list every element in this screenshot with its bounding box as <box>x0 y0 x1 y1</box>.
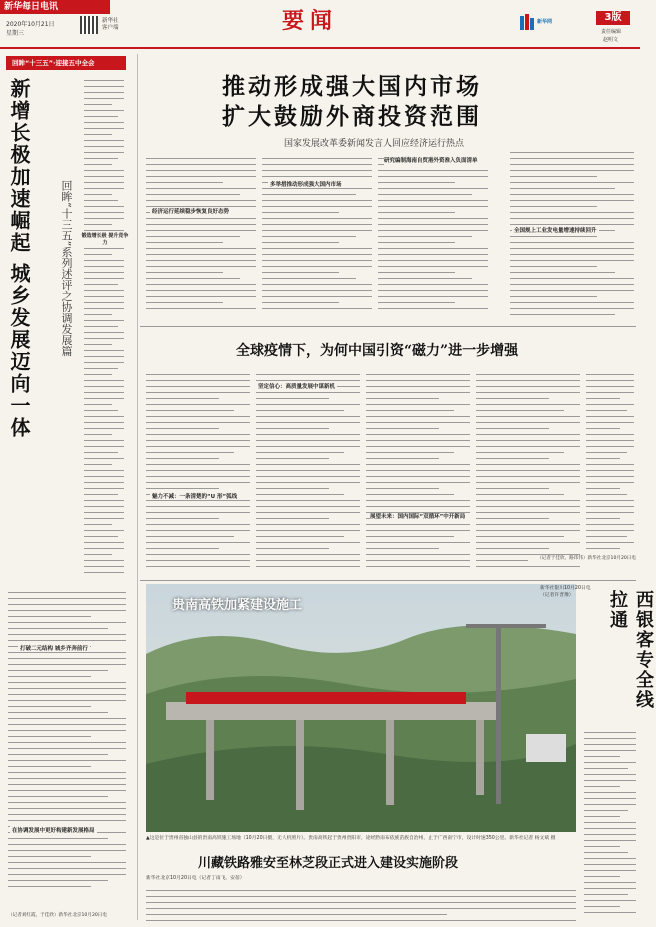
paper-name: 新华每日电讯 <box>4 2 59 12</box>
app-label-line-1: 新华社 <box>102 18 119 24</box>
lead-text-col-4 <box>510 152 634 322</box>
lead-text-col-3 <box>378 158 488 318</box>
news-logo <box>520 12 560 34</box>
left-feature-series <box>58 180 78 500</box>
lead-subhead-2: 多举措推动形成强大国内市场 <box>270 182 342 188</box>
page-number: 3版 <box>604 12 622 23</box>
second-divider <box>140 580 636 581</box>
second-text-col-3 <box>366 374 470 574</box>
lead-divider <box>140 326 636 327</box>
right-story-headline-text: 西银客专全线拉通 <box>607 590 654 710</box>
left-subhead-3: 在协调发展中更好构建新发展格局 <box>12 828 95 834</box>
right-story-intro: 新华社银川10月20日电（记者许晋豫） <box>540 586 591 598</box>
issue-date: 2020年10月21日 <box>6 21 55 28</box>
left-feature-text-bottom <box>8 592 126 892</box>
second-text-col-4 <box>476 374 580 574</box>
app-label-line-2: 客户端 <box>102 25 119 31</box>
right-story-text <box>584 732 636 918</box>
second-text-col-2 <box>256 374 360 574</box>
second-subhead-3: 展望未来：国内国际“双循环”中开新局 <box>370 514 470 521</box>
left-feature-series-text: 回眸“十三五”系列述评之协调发展篇 <box>60 180 73 357</box>
second-text-col-5 <box>586 374 634 554</box>
photo-caption: ▲这是位于贵州省独山县的贵南高铁施工场地（10月20日摄，无人机照片）。贵南高铁起于贵州贵阳市，途经黔南布依族苗族自治州，止于广西南宁市，设计时速350公里。新华社记者 杨文斌 摄 <box>146 836 556 841</box>
left-subhead-2: 打破二元结构 城乡齐奔前行 <box>20 646 88 652</box>
header-rule <box>0 47 640 49</box>
banner-text: 回眸“十三五”·迎接五中全会 <box>12 59 95 67</box>
bottom-headline: 川藏铁路雅安至林芝段正式进入建设实施阶段 <box>198 856 459 871</box>
qr-code <box>80 16 98 34</box>
lead-subhead-3: 研究编制海南自贸港外资准入负面清单 <box>384 158 488 165</box>
construction-photo <box>146 584 576 832</box>
section-title: 要闻 <box>282 8 339 34</box>
left-feature-byline: （记者刘红霞、于佳欣）新华社北京10月20日电 <box>8 912 136 918</box>
lead-subhead-1: 经济运行延续稳步恢复良好态势 <box>152 209 230 215</box>
lead-headline-line-1: 推动形成强大国内市场 <box>222 73 482 100</box>
right-story-headline <box>604 590 654 726</box>
lead-subtitle: 国家发展改革委新闻发言人回应经济运行热点 <box>284 139 465 149</box>
lead-text-col-1 <box>146 158 256 318</box>
second-byline: （记者于佳欣、路玮伟）新华社北京10月20日电 <box>528 556 636 562</box>
editor-name: 赵明文 <box>603 37 619 43</box>
app-label <box>102 18 119 32</box>
left-feature-text-col-1 <box>84 80 124 580</box>
construction-photo-illustration <box>146 584 576 832</box>
left-feature-headline-text: 新增长极加速崛起 城乡发展迈向一体 <box>7 78 31 439</box>
left-subhead-1: 锻造增长极 提升竞争力 <box>81 233 129 246</box>
bottom-text <box>146 890 576 924</box>
second-text-col-1 <box>146 374 250 574</box>
second-headline: 全球疫情下，为何中国引资“磁力”进一步增强 <box>236 343 519 359</box>
left-feature-headline <box>6 78 60 586</box>
lead-headline-line-2: 扩大鼓励外商投资范围 <box>222 103 482 130</box>
bottom-intro: 新华社北京10月20日电（记者丁雨飞、安蓓） <box>146 876 245 881</box>
news-logo-label: 新华网 <box>537 19 553 25</box>
column-divider-left <box>137 54 138 920</box>
lead-subhead-4: 全国规上工业发电量增速持续回升 <box>514 228 597 234</box>
second-subhead-1: 坚定信心：高质量发展中谋新机 <box>258 384 336 390</box>
second-subhead-2: 魅力不减：一条清楚的“U 形”弧线 <box>152 494 238 500</box>
photo-headline: 贵南高铁加紧建设施工 <box>172 598 303 613</box>
issue-weekday: 星期三 <box>6 30 25 37</box>
editor-label: 责任编辑 <box>601 29 622 35</box>
